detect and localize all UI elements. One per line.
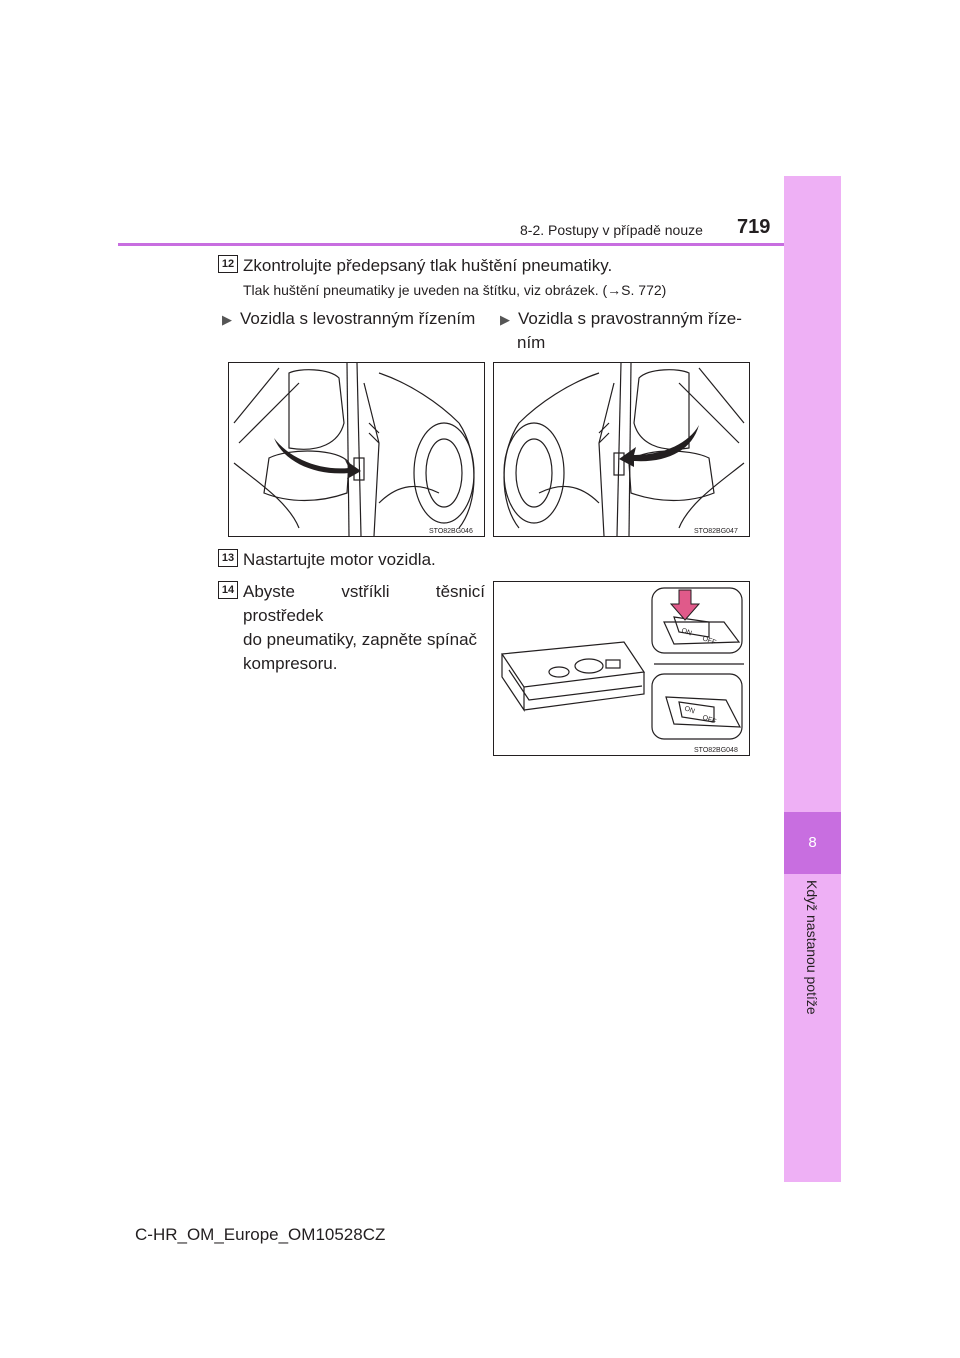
- step-12-text: Zkontrolujte předepsaný tlak huštění pneumatiky.: [243, 256, 613, 275]
- bullet-left-text: Vozidla s levostranným řízením: [240, 309, 476, 328]
- triangle-bullet-icon: ▶: [222, 312, 232, 327]
- bullet-left-hand-drive: [222, 307, 475, 332]
- step-13-text: Nastartujte motor vozidla.: [243, 550, 436, 569]
- push-arrow-icon: [671, 590, 699, 620]
- triangle-bullet-icon: ▶: [500, 312, 510, 327]
- car-door-pillar-illustration: [229, 363, 484, 536]
- bullet-right-text-line2: ním: [517, 333, 546, 352]
- chapter-number: 8: [784, 812, 841, 874]
- page-number: 719: [737, 216, 771, 238]
- figure-3-code: STO82BG048: [694, 747, 738, 754]
- step-badge-12: 12: [218, 255, 238, 273]
- car-door-pillar-illustration: [494, 363, 749, 536]
- switch-off-label-top: OFF: [701, 635, 717, 647]
- chapter-label: Když nastanou potíže: [804, 880, 820, 1015]
- chapter-side-tab: [784, 176, 841, 1182]
- switch-on-label-top: ON: [680, 627, 693, 638]
- section-title: 8-2. Postupy v případě nouze: [520, 222, 703, 238]
- document-footer-code: C-HR_OM_Europe_OM10528CZ: [135, 1225, 386, 1244]
- step-12-note: Tlak huštění pneumatiky je uveden na štítku, viz obrázek. (→S. 772): [243, 282, 667, 298]
- step-badge-13: 13: [218, 549, 238, 567]
- switch-on-label-bottom: ON: [683, 705, 696, 716]
- bullet-right-hand-drive: [500, 307, 742, 332]
- figure-rhd-tire-label: [493, 362, 750, 537]
- header-rule: [118, 243, 784, 246]
- switch-off-label-bottom: OFF: [701, 714, 717, 726]
- figure-lhd-tire-label: [228, 362, 485, 537]
- step-badge-14: 14: [218, 581, 238, 599]
- figure-1-code: STO82BG046: [429, 528, 473, 535]
- compressor-illustration: [494, 582, 749, 755]
- step-14-text: [243, 580, 485, 676]
- figure-compressor-switch: [493, 581, 750, 756]
- step-14-line-1: Abyste vstříkli těsnicí prostředek: [243, 582, 485, 625]
- bullet-right-text-line1: Vozidla s pravostranným říze-: [518, 309, 742, 328]
- figure-2-code: STO82BG047: [694, 528, 738, 535]
- step-14-line-2: do pneumatiky, zapněte spínač: [243, 630, 478, 649]
- step-14-line-3: kompresoru.: [243, 654, 338, 673]
